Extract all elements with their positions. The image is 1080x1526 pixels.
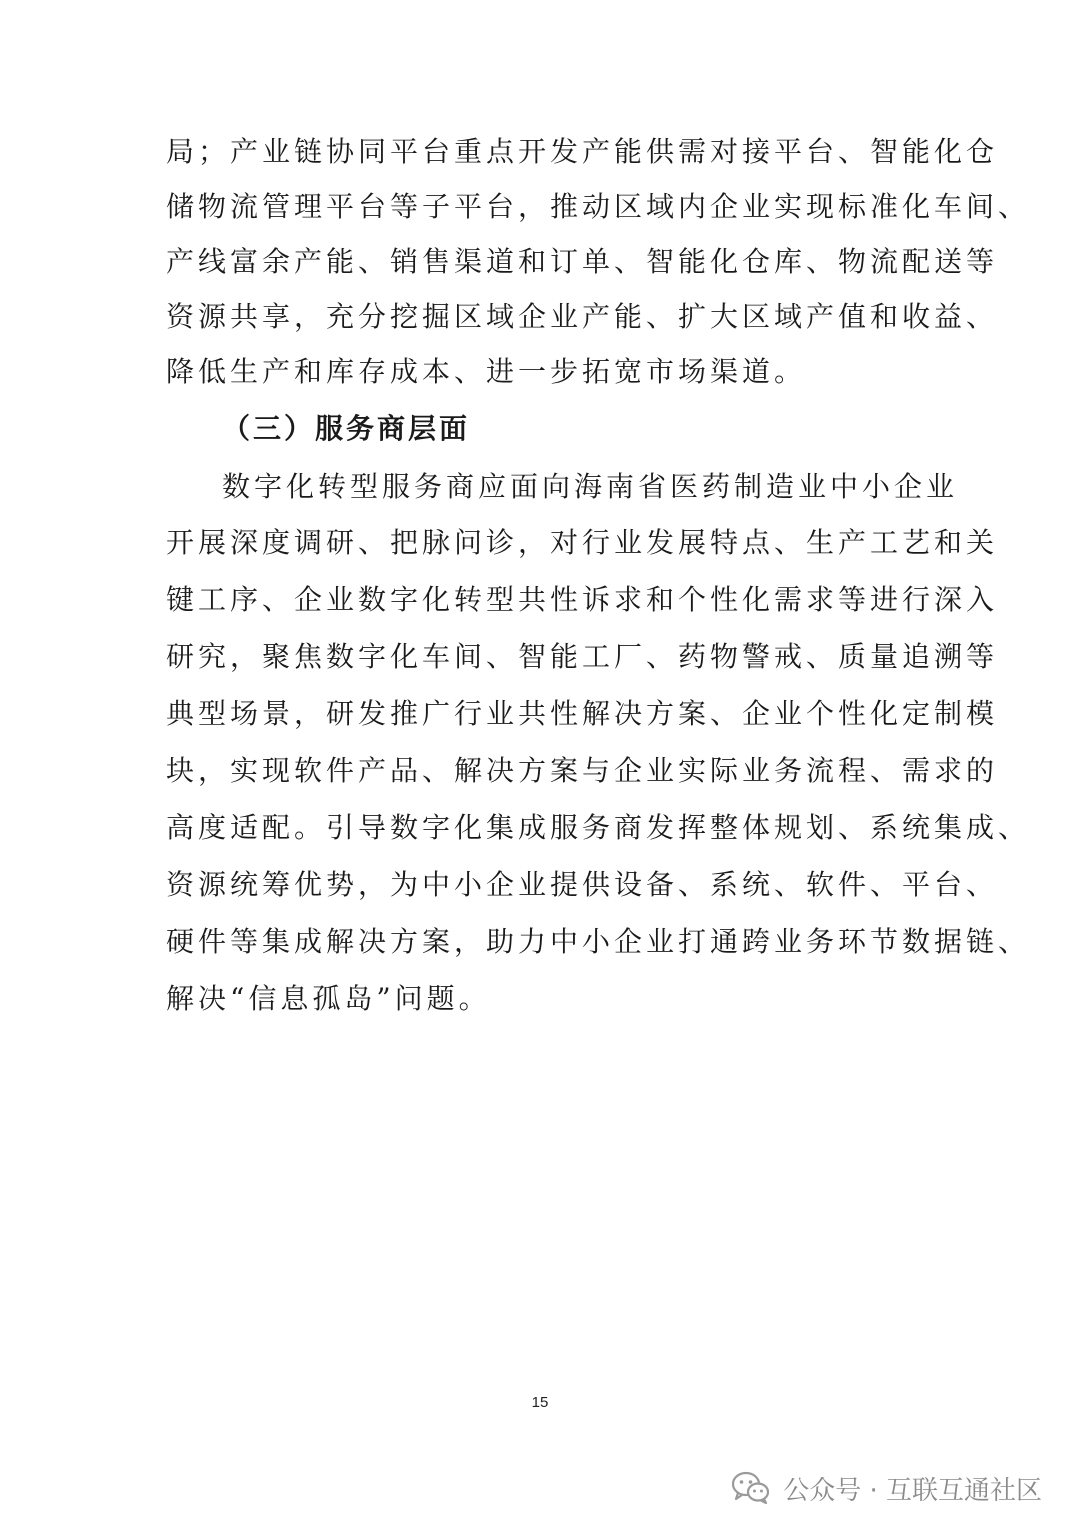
watermark-text: 公众号 · 互联互通社区 — [783, 1475, 1042, 1506]
paragraph-line: 高度适配。引导数字化集成服务商发挥整体规划、系统集成、 — [166, 811, 1031, 844]
watermark — [731, 1468, 1042, 1508]
paragraph-line: 研究，聚焦数字化车间、智能工厂、药物警戒、质量追溯等 — [166, 640, 999, 673]
page-number: 15 — [531, 1394, 549, 1411]
paragraph-line: 硬件等集成解决方案，助力中小企业打通跨业务环节数据链、 — [166, 925, 1031, 958]
paragraph-line: 资源共享，充分挖掘区域企业产能、扩大区域产值和收益、 — [166, 300, 999, 333]
paragraph-line: 解决“信息孤岛”问题。 — [166, 982, 491, 1015]
paragraph-line: 开展深度调研、把脉问诊，对行业发展特点、生产工艺和关 — [166, 526, 999, 559]
paragraph-line: 典型场景，研发推广行业共性解决方案、企业个性化定制模 — [166, 697, 999, 730]
paragraph-line: 块，实现软件产品、解决方案与企业实际业务流程、需求的 — [166, 754, 999, 787]
paragraph-line: 降低生产和库存成本、进一步拓宽市场渠道。 — [166, 355, 807, 388]
section-heading: （三）服务商层面 — [222, 412, 471, 445]
wechat-icon — [731, 1471, 771, 1505]
paragraph-line: 资源统筹优势，为中小企业提供设备、系统、软件、平台、 — [166, 868, 999, 901]
paragraph-line: 键工序、企业数字化转型共性诉求和个性化需求等进行深入 — [166, 583, 999, 616]
paragraph-line: 产线富余产能、销售渠道和订单、智能化仓库、物流配送等 — [166, 245, 999, 278]
paragraph-line: 数字化转型服务商应面向海南省医药制造业中小企业 — [222, 470, 959, 503]
paragraph-line: 局；产业链协同平台重点开发产能供需对接平台、智能化仓 — [166, 135, 999, 168]
paragraph-line: 储物流管理平台等子平台，推动区域内企业实现标准化车间、 — [166, 190, 1031, 223]
